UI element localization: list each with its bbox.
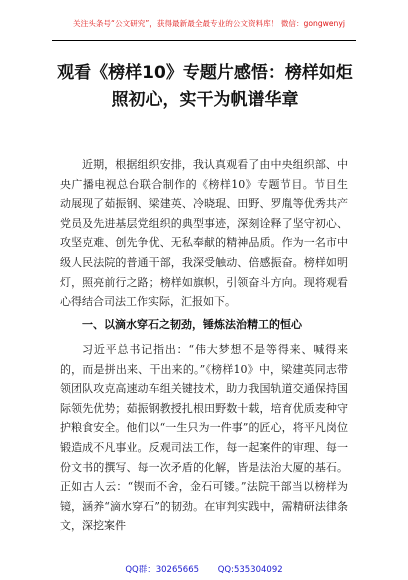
document-title — [56, 60, 354, 114]
header-divider — [52, 40, 356, 41]
promo-header: 关注头条号“公文研究”，获得最新最全最专业的公文资料库！ 微信：gongwenyj — [73, 19, 345, 28]
qq-contact-text: QQ:535304092 — [217, 565, 283, 575]
contact-footer — [0, 563, 408, 575]
section-heading: 一、以滴水穿石之韧劲，锤炼法治精工的恒心 — [82, 318, 302, 331]
qq-group-text: QQ群：30265665 — [125, 565, 200, 575]
body-paragraph: 习近平总书记指出：“伟大梦想不是等得来、喊得来的，而是拼出来、干出来的。”《榜样10》中，梁建英同志带领团队攻克高速动车组关键技术，助力我国轨道交通保持国际领先优势；茹振钢教授扎根田野数十载，培育优质麦种守护粮食安全。他们以“一生只为一件事”的匠心，将平凡岗位锻造成不凡事业。反观司法工作，每一起案件的审理、每一份文书的撰写、每一次矛盾的化解，皆是法治大厦的基石。正如古人云：“锲而不舍，金石可镂。”法院干部当以榜样为镜，涵养“滴水穿石”的韧劲。在审判实践中，需精研法律条文，深挖案件 — [60, 343, 348, 533]
intro-paragraph: 近期，根据组织安排，我认真观看了由中央组织部、中央广播电视总台联合制作的《榜样10》专题节目。节目生动展现了茹振钢、梁建英、冷晓琨、田野、罗胤等优秀共产党员及先进基层党组织的典型事迹，深刻诠释了坚守初心、攻坚克难、创先争优、无私奉献的精神品质。作为一名市中级人民法院的普通干部，我深受触动、倍感振奋。榜样如明灯，照亮前行之路；榜样如旗帜，引领奋斗方向。现将观看心得结合司法工作实际，汇报如下。 — [60, 158, 348, 309]
title-line-1: 观看《榜样10》专题片感悟：榜样如炬 — [57, 63, 353, 83]
title-line-2: 照初心，实干为帆谱华章 — [111, 90, 299, 110]
